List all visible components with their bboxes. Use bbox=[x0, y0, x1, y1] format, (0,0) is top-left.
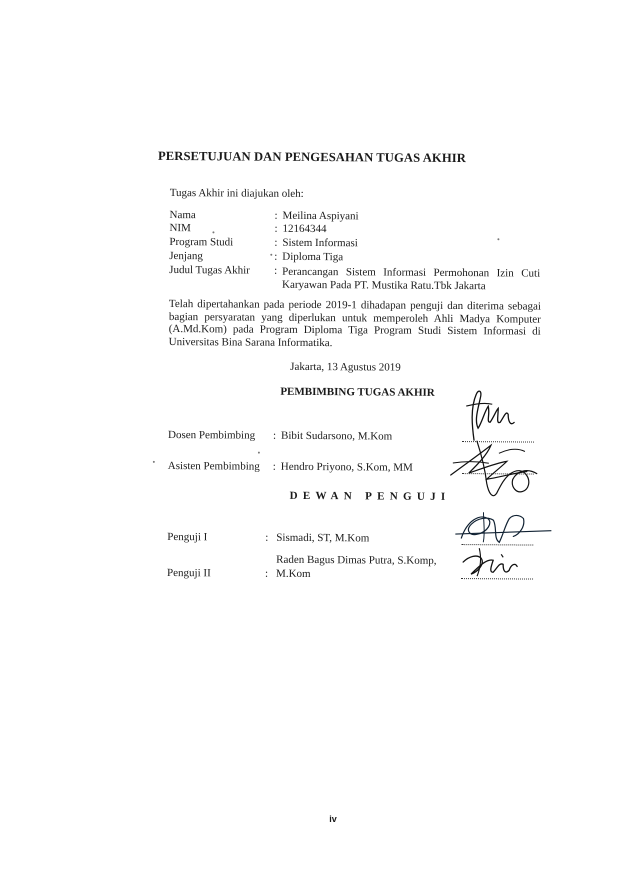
penguji1-value: Sismadi, ST, M.Kom bbox=[276, 531, 370, 545]
field-value: Sistem Informasi bbox=[282, 236, 358, 250]
field-value: 12164344 bbox=[282, 222, 327, 236]
field-label: Program Studi bbox=[169, 236, 234, 249]
field-colon: : bbox=[272, 460, 276, 473]
field-colon: : bbox=[274, 236, 278, 249]
dosen-value: Bibit Sudarsono, M.Kom bbox=[280, 429, 393, 443]
intro-text: Tugas Akhir ini diajukan oleh: bbox=[169, 187, 304, 200]
asisten-value: Hendro Priyono, S.Kom, MM bbox=[280, 460, 413, 474]
judul-value bbox=[282, 266, 540, 294]
field-value: Diploma Tiga bbox=[282, 250, 344, 264]
document-title: PERSETUJUAN DAN PENGESAHAN TUGAS AKHIR bbox=[157, 148, 467, 166]
field-colon: : bbox=[274, 209, 278, 222]
penguji2-value-line2: M.Kom bbox=[276, 567, 311, 581]
field-label: Judul Tugas Akhir bbox=[169, 264, 250, 277]
scan-speck bbox=[212, 231, 214, 233]
asisten-label: Asisten Pembimbing bbox=[167, 460, 260, 473]
signature-asisten-icon bbox=[447, 433, 547, 504]
signature-penguji2-icon bbox=[459, 544, 523, 580]
field-colon: : bbox=[265, 567, 269, 580]
scan-speck bbox=[270, 254, 272, 256]
field-label: Nama bbox=[169, 209, 196, 222]
field-colon: : bbox=[272, 429, 277, 442]
scan-speck bbox=[497, 238, 499, 240]
field-value: Meilina Aspiyani bbox=[282, 209, 359, 223]
scan-speck bbox=[258, 452, 260, 454]
field-label: Jenjang bbox=[169, 250, 203, 263]
penguji2-value-line1: Raden Bagus Dimas Putra, S.Komp, bbox=[276, 553, 437, 567]
date-line: Jakarta, 13 Agustus 2019 bbox=[290, 360, 401, 374]
judul-line-2: Karyawan Pada PT. Mustika Ratu.Tbk Jakarta bbox=[282, 278, 486, 293]
field-colon: : bbox=[265, 531, 269, 544]
penguji2-label: Penguji II bbox=[167, 567, 211, 580]
dosen-label: Dosen Pembimbing bbox=[167, 429, 256, 442]
pembimbing-heading: PEMBIMBING TUGAS AKHIR bbox=[280, 385, 435, 399]
field-colon: : bbox=[274, 222, 278, 235]
judul-line-1: Perancangan Sistem Informasi Permohonan Izin Cuti bbox=[282, 265, 541, 280]
dewan-heading: DEWAN PENGUJI bbox=[289, 489, 451, 503]
page-number: iv bbox=[329, 814, 337, 824]
field-colon: : bbox=[274, 264, 278, 277]
approval-paragraph: Telah dipertahankan pada periode 2019-1 dihadapan penguji dan diterima sebagai bagian persyaratan yang diperlukan untuk memperoleh Ahli Madya Komputer (A.Md.Kom) pada Program Diploma Tiga Program Studi Sistem Informasi di Universitas Bina Sarana Informatika. bbox=[168, 298, 541, 349]
penguji1-label: Penguji I bbox=[167, 531, 208, 544]
field-colon: : bbox=[274, 250, 278, 263]
scan-speck bbox=[153, 461, 155, 463]
field-label: NIM bbox=[169, 222, 191, 235]
